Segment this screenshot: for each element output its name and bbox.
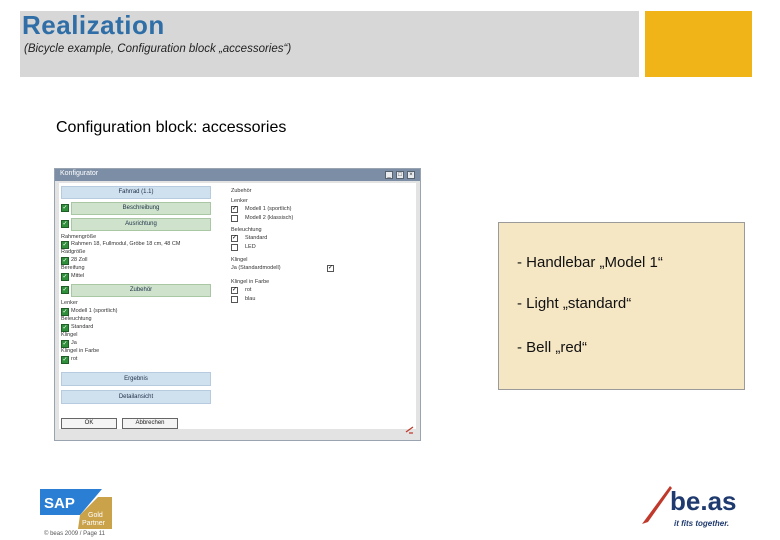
- klingelfarbe-option2-checkbox[interactable]: [231, 296, 238, 303]
- check-green-icon: ✓: [62, 205, 68, 211]
- note-bell: - Bell „red“: [517, 339, 588, 356]
- resize-grip-icon[interactable]: [405, 425, 415, 434]
- radgroesse-label: Radgröße: [61, 249, 86, 255]
- lenker-option1-checkbox[interactable]: ✓: [232, 206, 238, 212]
- lenker-option1-label: Modell 1 (sportlich): [245, 206, 292, 212]
- close-icon[interactable]: ×: [407, 171, 415, 179]
- klingel-value[interactable]: Ja: [71, 340, 77, 346]
- check-green-icon: ✓: [62, 309, 68, 315]
- minimize-icon[interactable]: _: [385, 171, 393, 179]
- check-green-icon: ✓: [62, 221, 68, 227]
- beschreibung-bar[interactable]: Beschreibung: [71, 202, 211, 215]
- klingel-option-label: Ja (Standardmodell): [231, 265, 281, 271]
- note-handlebar: - Handlebar „Model 1“: [517, 254, 663, 271]
- bereifung-value[interactable]: Mittel: [71, 273, 85, 279]
- maximize-icon[interactable]: □: [396, 171, 404, 179]
- check-green-icon: ✓: [62, 287, 68, 293]
- beleuchtung-option2-label: LED: [245, 244, 256, 250]
- klingel-label: Klingel: [61, 332, 78, 338]
- beas-logo-text: be.as: [670, 486, 737, 516]
- lenker-header: Lenker: [231, 198, 248, 204]
- section-heading: Configuration block: accessories: [56, 119, 287, 136]
- klingelfarbe-value[interactable]: rot: [71, 356, 78, 362]
- zubehoer-header: Zubehör: [231, 188, 252, 194]
- check-green-icon: ✓: [62, 325, 68, 331]
- check-green-icon: ✓: [62, 258, 68, 264]
- ok-button[interactable]: OK: [61, 418, 117, 429]
- beas-logo: [640, 482, 755, 530]
- klingelfarbe-label: Klingel in Farbe: [61, 348, 100, 354]
- check-green-icon: ✓: [62, 274, 68, 280]
- lenker-value[interactable]: Modell 1 (sportlich): [71, 308, 118, 314]
- check-green-icon: ✓: [62, 242, 68, 248]
- check-green-icon: ✓: [62, 357, 68, 363]
- configurator-window: [54, 168, 421, 441]
- sap-partner-text: Partner: [82, 520, 105, 527]
- beleuchtung-option1-label: Standard: [245, 235, 268, 241]
- detail-bar[interactable]: Detailansicht: [61, 390, 211, 404]
- note-box: [498, 222, 745, 390]
- klingelfarbe-header: Klingel in Farbe: [231, 279, 270, 285]
- accent-block: [645, 11, 752, 77]
- beleuchtung-label: Beleuchtung: [61, 316, 92, 322]
- bereifung-label: Bereifung: [61, 265, 85, 271]
- beleuchtung-option2-checkbox[interactable]: [231, 244, 238, 251]
- klingel-checkbox[interactable]: ✓: [328, 265, 334, 271]
- beas-tagline: it fits together.: [674, 519, 730, 528]
- klingelfarbe-option1-checkbox[interactable]: ✓: [232, 287, 238, 293]
- lenker-label: Lenker: [61, 300, 78, 306]
- lenker-option2-checkbox[interactable]: [231, 215, 238, 222]
- rahmen-label: Rahmengröße: [61, 234, 97, 240]
- radgroesse-value[interactable]: 28 Zoll: [71, 257, 88, 263]
- klingelfarbe-option1-label: rot: [245, 287, 252, 293]
- beleuchtung-value[interactable]: Standard: [71, 324, 94, 330]
- fahrrad-bar[interactable]: Fahrrad (1.1): [61, 186, 211, 199]
- ergebnis-bar[interactable]: Ergebnis: [61, 372, 211, 386]
- slide-title: Realization: [22, 10, 165, 40]
- sap-logo-text: SAP: [44, 495, 75, 512]
- ausrichtung-bar[interactable]: Ausrichtung: [71, 218, 211, 231]
- window-title: Konfigurator: [60, 170, 99, 177]
- footer-text: © beas 2009 / Page 11: [44, 531, 106, 537]
- beleuchtung-header: Beleuchtung: [231, 227, 262, 233]
- note-light: - Light „standard“: [517, 295, 632, 312]
- window-body: [59, 183, 416, 429]
- sap-gold-text: Gold: [88, 512, 103, 519]
- klingel-header: Klingel: [231, 257, 248, 263]
- check-green-icon: ✓: [62, 341, 68, 347]
- beleuchtung-option1-checkbox[interactable]: ✓: [232, 235, 238, 241]
- window-titlebar: [55, 169, 420, 181]
- zubehoer-bar[interactable]: Zubehör: [71, 284, 211, 297]
- rahmen-value[interactable]: Rahmen 18, Fullmodul, Gröbe 18 cm, 48 CM: [71, 241, 181, 247]
- sap-gold-partner-logo: [40, 489, 112, 529]
- klingelfarbe-option2-label: blau: [245, 296, 256, 302]
- slide-subtitle: (Bicycle example, Configuration block „accessories“): [24, 43, 292, 55]
- cancel-button[interactable]: Abbrechen: [122, 418, 178, 429]
- lenker-option2-label: Modell 2 (klassisch): [245, 215, 294, 221]
